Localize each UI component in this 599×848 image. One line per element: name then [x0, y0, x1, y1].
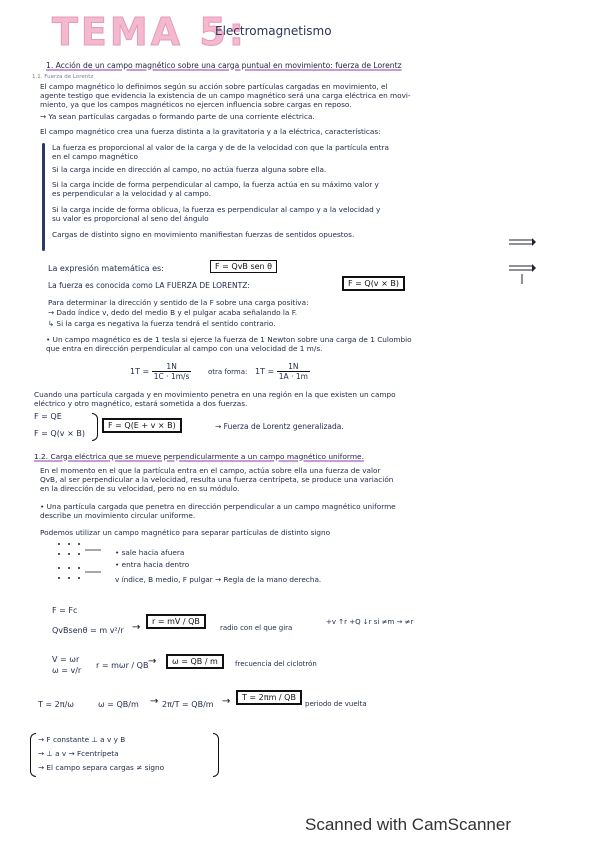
- tesla-eq2-num: 1N: [277, 362, 310, 372]
- tesla-eq1-lhs: 1T =: [130, 367, 150, 376]
- field-dots-diagram-icon: [55, 540, 107, 588]
- legend-right-hand-rule: v índice, B medio, F pulgar → Regla de la mano derecha.: [115, 575, 322, 584]
- char-1-line-2: en el campo magnético: [52, 152, 138, 161]
- eq-t-2pi-omega: T = 2π/ω: [38, 700, 74, 709]
- summary-line-3: → El campo separa cargas ≠ signo: [38, 763, 165, 772]
- direction-line-1: Para determinar la dirección y sentido de la F sobre una carga positiva:: [48, 298, 309, 307]
- char-3-line-1: Si la carga incide de forma perpendicular al campo, la fuerza actúa en su máximo valor y: [52, 180, 379, 189]
- tesla-eq1-den: 1C · 1m/s: [153, 372, 190, 381]
- eq-qvb: QvBsenθ = m v²/r: [52, 626, 124, 635]
- camscanner-watermark: Scanned with CamScanner: [305, 815, 512, 834]
- char-4-line-2: su valor es proporcional al seno del ángulo: [52, 214, 209, 223]
- cyclotron-note: frecuencia del ciclotrón: [235, 660, 317, 668]
- summary-line-2: → ⊥ a v → Fcentrípeta: [38, 749, 119, 758]
- direction-line-2: → Dado índice v, dedo del medio B y el pulgar acaba señalando la F.: [48, 308, 298, 317]
- legend-in: • entra hacia dentro: [115, 560, 190, 569]
- expression-formula-box: F = QvB sen θ: [210, 260, 277, 273]
- list-bar: [42, 143, 45, 251]
- separate-particles: Podemos utilizar un campo magnético para separar partículas de distinto signo: [40, 528, 331, 537]
- tesla-eq2-den: 1A · 1m: [278, 372, 308, 381]
- period-formula-box: T = 2πm / QB: [236, 690, 302, 705]
- tesla-line-1: • Un campo magnético es de 1 tesla si ejerce la fuerza de 1 Newton sobre una carga de 1 Culombio: [46, 335, 412, 344]
- summary-right-brace: [213, 733, 219, 777]
- arrow-icon-3: →: [150, 696, 159, 707]
- mcu-line-1: • Una partícula cargada que penetra en dirección perpendicular a un campo magnético uniforme: [40, 502, 396, 511]
- force-brace: [92, 413, 98, 441]
- expression-label: La expresión matemática es:: [48, 264, 164, 273]
- electric-line-1: Cuando una partícula cargada y en movimiento penetra en una región en la que existen un campo: [34, 390, 396, 399]
- tesla-line-2: que entra en dirección perpendicular al campo con una velocidad de 1 m/s.: [46, 344, 323, 353]
- char-2-line-1: Si la carga incide en dirección al campo, no actúa fuerza alguna sobre ella.: [52, 165, 327, 174]
- arrow-icon-4: →: [222, 696, 231, 707]
- perp-line-1: En el momento en el que la partícula entra en el campo, actúa sobre ella una fuerza de valor: [40, 466, 381, 475]
- direction-line-3: ↳ Si la carga es negativa la fuerza tendrá el sentido contrario.: [48, 319, 276, 328]
- radius-formula-box: r = mV / QB: [146, 614, 206, 629]
- section-1-1-label: 1.1. Fuerza de Lorentz: [32, 74, 94, 80]
- tesla-equation-1: [130, 362, 191, 381]
- eq-omega-v-r: ω = v/r: [52, 666, 82, 675]
- eq-v-omega-r: V = ωr: [52, 655, 80, 664]
- intro-line-1: El campo magnético lo definimos según su acción sobre partículas cargadas en movimiento, el: [40, 82, 388, 91]
- eq-f-equals-fc: F = Fc: [52, 606, 78, 615]
- magnetic-force: F = Q(v × B): [34, 429, 85, 438]
- mcu-line-2: describe un movimiento circular uniforme.: [40, 511, 196, 520]
- intro-line-2: agente testigo que evidencia la existencia de un campo magnético será una carga eléctrica en movi-: [40, 91, 411, 100]
- tesla-eq2-fraction: [277, 362, 310, 381]
- radius-note: radio con el que gira: [220, 624, 293, 632]
- intro-line-3: miento, ya que los campos magnéticos no ejercen influencia sobre cargas en reposo.: [40, 100, 352, 109]
- section-1-2-heading: 1.2. Carga eléctrica que se mueve perpendicularmente a un campo magnético uniforme.: [34, 452, 364, 461]
- characteristics-intro: El campo magnético crea una fuerza distinta a la gravitatoria y a la eléctrica, características:: [40, 127, 381, 136]
- char-4-line-1: Si la carga incide de forma oblicua, la fuerza es perpendicular al campo y a la velocidad y: [52, 205, 381, 214]
- page-subtitle: Electromagnetismo: [215, 24, 332, 38]
- char-3-line-2: es perpendicular a la velocidad y al campo.: [52, 189, 211, 198]
- tesla-equation-2: [255, 362, 310, 381]
- period-note: periodo de vuelta: [305, 700, 367, 708]
- tesla-eq1-fraction: [152, 362, 192, 381]
- summary-left-brace: [30, 733, 36, 777]
- section-1-heading: 1. Acción de un campo magnético sobre una carga puntual en movimiento: fuerza de Lorentz: [46, 61, 402, 70]
- electric-force: F = QE: [34, 412, 62, 421]
- perp-line-2: QvB, al ser perpendicular a la velocidad, resulta una fuerza centrípeta, se produce una variación: [40, 475, 394, 484]
- omega-formula-box: ω = QB / m: [166, 654, 224, 669]
- tesla-eq1-num: 1N: [152, 362, 192, 372]
- legend-out: • sale hacia afuera: [115, 548, 185, 557]
- lorentz-label: La fuerza es conocida como LA FUERZA DE LORENTZ:: [48, 281, 250, 290]
- page-title: TEMA 5:: [52, 10, 247, 54]
- arrow-icon: →: [132, 622, 141, 633]
- arrow-icon-2: →: [148, 656, 157, 667]
- char-5-line-1: Cargas de distinto signo en movimiento manifiestan fuerzas de sentidos opuestos.: [52, 230, 355, 239]
- eq-r-mwr: r = mωr / QB: [96, 661, 149, 670]
- char-1-line-1: La fuerza es proporcional al valor de la carga y de de la velocidad con que la partícula entra: [52, 143, 389, 152]
- eq-2pi-t: 2π/T = QB/m: [162, 700, 214, 709]
- tesla-other-form: otra forma:: [208, 368, 248, 376]
- generalized-label: → Fuerza de Lorentz generalizada.: [215, 422, 344, 431]
- sign-note: +v ↑r +Q ↓r si ≠m → ≠r: [326, 618, 414, 626]
- generalized-formula-box: F = Q(E + v × B): [102, 418, 182, 433]
- eq-omega-qb-m: ω = QB/m: [98, 700, 139, 709]
- electric-line-2: eléctrico y otro magnético, estará sometida a dos fuerzas.: [34, 399, 248, 408]
- lorentz-formula-box: F = Q(v × B): [342, 276, 405, 291]
- summary-line-1: → F constante ⊥ a v y B: [38, 735, 126, 744]
- intro-note: → Ya sean partículas cargadas o formando parte de una corriente eléctrica.: [40, 112, 315, 121]
- perp-line-3: en la dirección de su velocidad, pero no en su módulo.: [40, 484, 240, 493]
- tesla-eq2-lhs: 1T =: [255, 367, 275, 376]
- field-direction-icon: [506, 230, 536, 288]
